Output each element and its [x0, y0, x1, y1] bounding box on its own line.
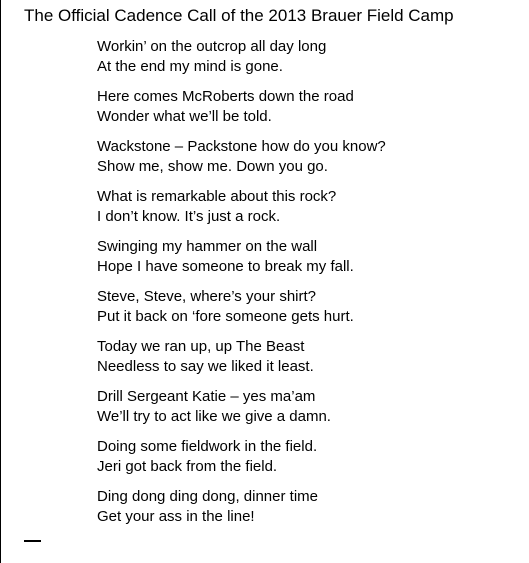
document-title: The Official Cadence Call of the 2013 Brauer Field Camp [24, 6, 454, 25]
stanza [97, 87, 517, 137]
verse-line: We’ll try to act like we give a damn. [97, 408, 331, 425]
verse-line: Drill Sergeant Katie – yes ma’am [97, 388, 316, 405]
stanza [97, 137, 517, 187]
stanza [97, 487, 517, 537]
stanza [97, 37, 517, 87]
verse-line: Doing some fieldwork in the field. [97, 438, 318, 455]
verse-line: Hope I have someone to break my fall. [97, 258, 354, 275]
stanza [97, 337, 517, 387]
verse-line: Wonder what we’ll be told. [97, 108, 272, 125]
verse-line: Needless to say we liked it least. [97, 358, 314, 375]
verse-line: Ding dong ding dong, dinner time [97, 488, 318, 505]
verse-line: Get your ass in the line! [97, 508, 255, 525]
verse-line: Today we ran up, up The Beast [97, 338, 305, 355]
verse-line: Steve, Steve, where’s your shirt? [97, 288, 316, 305]
verse-line: Swinging my hammer on the wall [97, 238, 318, 255]
page-left-edge [0, 0, 1, 563]
cadence-verses [97, 37, 517, 537]
stanza [97, 437, 517, 487]
end-mark-dash [24, 540, 41, 542]
stanza [97, 387, 517, 437]
verse-line: At the end my mind is gone. [97, 58, 283, 75]
stanza [97, 187, 517, 237]
verse-line: I don’t know. It’s just a rock. [97, 208, 281, 225]
verse-line: Here comes McRoberts down the road [97, 88, 354, 105]
verse-line: Workin’ on the outcrop all day long [97, 38, 327, 55]
verse-line: What is remarkable about this rock? [97, 188, 337, 205]
verse-line: Show me, show me. Down you go. [97, 158, 328, 175]
stanza [97, 287, 517, 337]
verse-line: Wackstone – Packstone how do you know? [97, 138, 386, 155]
verse-line: Jeri got back from the field. [97, 458, 278, 475]
verse-line: Put it back on ‘fore someone gets hurt. [97, 308, 354, 325]
stanza [97, 237, 517, 287]
